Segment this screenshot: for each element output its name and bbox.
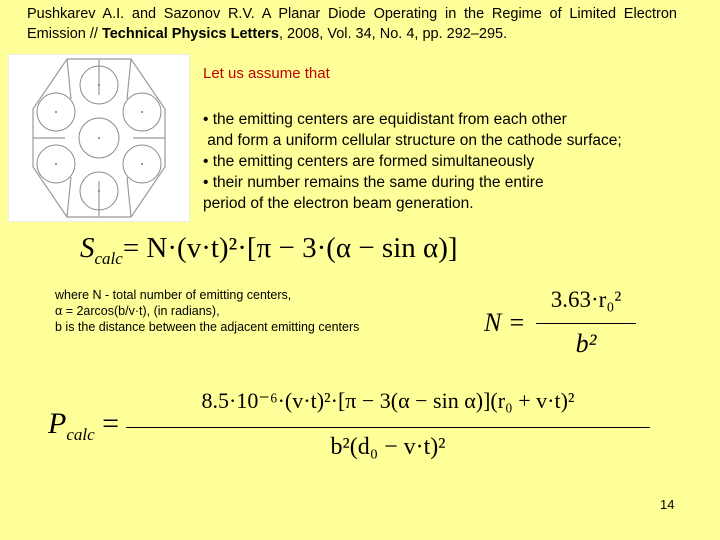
citation: [27, 4, 677, 44]
p-calc-denominator: b²(d₀ − v·t)²: [330, 434, 446, 460]
hexagonal-cells-figure: [8, 54, 190, 222]
p-calc-numerator: 8.5·10⁻⁶·(v·t)²·[π − 3(α − sin α)](r₀ + v·t)²: [201, 388, 575, 413]
assumption-list: [203, 109, 622, 214]
citation-journal: Technical Physics Letters: [101, 26, 279, 42]
page-number: 14: [660, 497, 675, 512]
s-calc-rhs: = N·(v·t)²·[π − 3·(α − sin α)]: [122, 232, 458, 264]
assume-heading: Let us assume that: [203, 65, 330, 82]
where-line: α = 2arcos(b/v·t), (in radians),: [55, 304, 220, 318]
assumption-line: • their number remains the same during the entire: [203, 174, 544, 191]
assumption-line: • the emitting centers are equidistant from each other: [203, 111, 567, 128]
s-calc-lhs: S: [80, 232, 95, 264]
citation-authors: Pushkarev A.I. and Sazonov R.V. A Planar Diode Operating in the Regime of Limited Electron Emission //: [27, 6, 677, 42]
assumption-line: period of the electron beam generation.: [203, 195, 474, 212]
n-formula-lhs: N =: [484, 308, 526, 337]
n-formula-numerator: 3.63·r₀²: [550, 287, 622, 312]
s-calc-subscript: calc: [94, 248, 123, 268]
where-definitions: [55, 287, 359, 335]
p-calc-lhs: P: [48, 407, 67, 440]
n-formula-denominator: b²: [575, 329, 597, 358]
p-calc-fraction-bar: [126, 427, 650, 428]
where-line: where N - total number of emitting centers,: [55, 288, 292, 302]
s-calc-formula: [80, 228, 458, 279]
hexagonal-cells-diagram: [9, 55, 189, 221]
assumption-line: • the emitting centers are formed simultaneously: [203, 153, 535, 170]
assumption-line: and form a uniform cellular structure on the cathode surface;: [203, 132, 622, 149]
p-calc-subscript: calc: [66, 425, 95, 444]
where-line: b is the distance between the adjacent emitting centers: [55, 320, 360, 334]
n-fraction-bar: [536, 323, 636, 324]
p-calc-lhs-group: $P_{calc}$ =: [48, 407, 120, 444]
citation-details: , 2008, Vol. 34, No. 4, pp. 292–295.: [278, 26, 508, 42]
